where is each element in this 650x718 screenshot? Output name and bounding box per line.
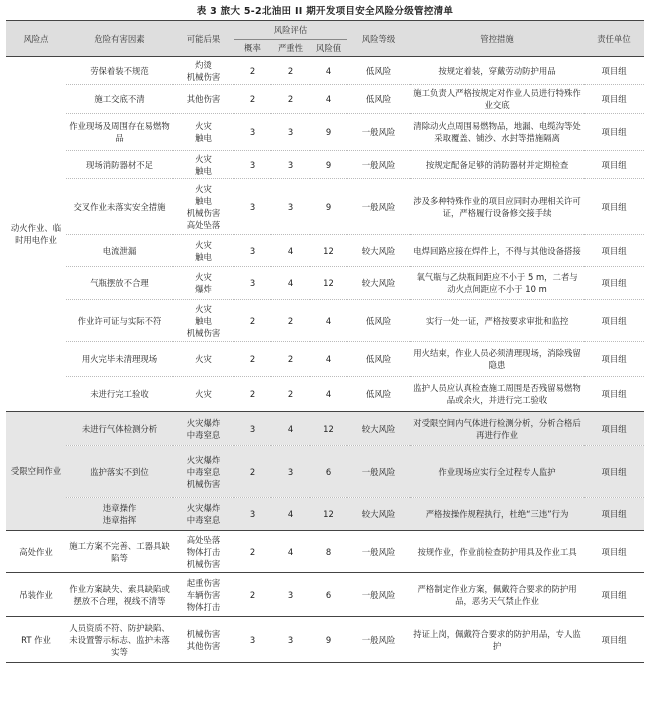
consequence-cell: 高处坠落 物体打击 机械伤害 xyxy=(173,531,234,573)
severity-cell: 4 xyxy=(271,498,310,531)
unit-cell: 项目组 xyxy=(584,267,644,300)
consequence-cell: 机械伤害 其他伤害 xyxy=(173,617,234,663)
consequence-cell: 其他伤害 xyxy=(173,85,234,114)
table-row xyxy=(6,179,644,235)
table-row xyxy=(6,446,644,498)
control-measure-cell: 作业现场应实行全过程专人监护 xyxy=(410,446,584,498)
header-control: 管控措施 xyxy=(410,21,584,57)
control-measure-cell: 用火结束，作业人员必须清理现场，消除残留隐患 xyxy=(410,342,584,377)
unit-cell: 项目组 xyxy=(584,412,644,446)
hazard-cell: 劳保着装不规范 xyxy=(66,57,173,85)
severity-cell: 4 xyxy=(271,267,310,300)
probability-cell: 3 xyxy=(234,235,271,267)
unit-cell: 项目组 xyxy=(584,85,644,114)
consequence-cell: 灼烫 机械伤害 xyxy=(173,57,234,85)
header-risk-level: 风险等级 xyxy=(347,21,410,57)
consequence-cell: 火灾爆炸 中毒窒息 xyxy=(173,498,234,531)
unit-cell: 项目组 xyxy=(584,498,644,531)
probability-cell: 3 xyxy=(234,498,271,531)
risk-value-cell: 4 xyxy=(310,342,347,377)
hazard-cell: 施工交底不清 xyxy=(66,85,173,114)
risk-level-cell: 一般风险 xyxy=(347,114,410,151)
header-severity: 严重性 xyxy=(271,40,310,57)
control-measure-cell: 按规作业，作业前检查防护用具及作业工具 xyxy=(410,531,584,573)
hazard-cell: 作业许可证与实际不符 xyxy=(66,300,173,342)
risk-level-cell: 一般风险 xyxy=(347,617,410,663)
control-measure-cell: 监护人员应认真检查施工周围是否残留易燃物品或余火，并进行完工验收 xyxy=(410,377,584,412)
unit-cell: 项目组 xyxy=(584,300,644,342)
risk-level-cell: 低风险 xyxy=(347,377,410,412)
table-row xyxy=(6,573,644,617)
table-row xyxy=(6,531,644,573)
header-risk-point: 风险点 xyxy=(6,21,66,57)
severity-cell: 2 xyxy=(271,342,310,377)
header-hazard: 危险有害因素 xyxy=(66,21,173,57)
risk-level-cell: 较大风险 xyxy=(347,412,410,446)
consequence-cell: 火灾 xyxy=(173,342,234,377)
unit-cell: 项目组 xyxy=(584,57,644,85)
risk-value-cell: 12 xyxy=(310,267,347,300)
consequence-cell: 火灾爆炸 中毒窒息 xyxy=(173,412,234,446)
risk-point-cell: 受限空间作业 xyxy=(6,412,66,531)
severity-cell: 2 xyxy=(271,57,310,85)
unit-cell: 项目组 xyxy=(584,531,644,573)
hazard-cell: 交叉作业未落实安全措施 xyxy=(66,179,173,235)
unit-cell: 项目组 xyxy=(584,179,644,235)
severity-cell: 4 xyxy=(271,531,310,573)
unit-cell: 项目组 xyxy=(584,617,644,663)
probability-cell: 2 xyxy=(234,446,271,498)
table-header xyxy=(6,21,644,57)
header-probability: 概率 xyxy=(234,40,271,57)
control-measure-cell: 按规定配备足够的消防器材并定期检查 xyxy=(410,151,584,179)
severity-cell: 3 xyxy=(271,617,310,663)
table-row xyxy=(6,498,644,531)
risk-value-cell: 12 xyxy=(310,412,347,446)
severity-cell: 3 xyxy=(271,179,310,235)
hazard-cell: 用火完毕未清理现场 xyxy=(66,342,173,377)
control-measure-cell: 对受限空间内气体进行检测分析，分析合格后再进行作业 xyxy=(410,412,584,446)
probability-cell: 3 xyxy=(234,267,271,300)
risk-level-cell: 低风险 xyxy=(347,300,410,342)
consequence-cell: 火灾 触电 xyxy=(173,235,234,267)
consequence-cell: 火灾 触电 机械伤害 xyxy=(173,300,234,342)
unit-cell: 项目组 xyxy=(584,235,644,267)
header-unit: 责任单位 xyxy=(584,21,644,57)
severity-cell: 3 xyxy=(271,446,310,498)
table-title: 表 3 旅大 5-2北油田 II 期开发项目安全风险分级管控清单 xyxy=(196,6,454,17)
probability-cell: 3 xyxy=(234,617,271,663)
risk-value-cell: 4 xyxy=(310,85,347,114)
risk-control-table xyxy=(6,20,644,663)
risk-level-cell: 一般风险 xyxy=(347,531,410,573)
risk-value-cell: 6 xyxy=(310,446,347,498)
risk-value-cell: 9 xyxy=(310,617,347,663)
table-row xyxy=(6,114,644,151)
control-measure-cell: 按规定着装，穿戴劳动防护用品 xyxy=(410,57,584,85)
risk-level-cell: 较大风险 xyxy=(347,498,410,531)
severity-cell: 3 xyxy=(271,573,310,617)
unit-cell: 项目组 xyxy=(584,573,644,617)
consequence-cell: 火灾 xyxy=(173,377,234,412)
probability-cell: 3 xyxy=(234,179,271,235)
table-row xyxy=(6,617,644,663)
severity-cell: 2 xyxy=(271,300,310,342)
control-measure-cell: 施工负责人严格按规定对作业人员进行特殊作业交底 xyxy=(410,85,584,114)
risk-value-cell: 12 xyxy=(310,498,347,531)
control-measure-cell: 涉及多种特殊作业的项目应同时办理相关许可证，严格履行设备修交接手续 xyxy=(410,179,584,235)
unit-cell: 项目组 xyxy=(584,377,644,412)
risk-level-cell: 一般风险 xyxy=(347,573,410,617)
risk-value-cell: 9 xyxy=(310,151,347,179)
hazard-cell: 气瓶摆放不合理 xyxy=(66,267,173,300)
table-row xyxy=(6,412,644,446)
probability-cell: 2 xyxy=(234,531,271,573)
unit-cell: 项目组 xyxy=(584,114,644,151)
hazard-cell: 作业方案缺失、索具缺陷或摆放不合理，视线不清等 xyxy=(66,573,173,617)
hazard-cell: 作业现场及周围存在易燃物品 xyxy=(66,114,173,151)
risk-value-cell: 8 xyxy=(310,531,347,573)
hazard-cell: 人员资质不符、防护缺陷、未设置警示标志、监护未落实等 xyxy=(66,617,173,663)
table-row xyxy=(6,342,644,377)
header-risk-value: 风险值 xyxy=(310,40,347,57)
hazard-cell: 现场消防器材不足 xyxy=(66,151,173,179)
risk-level-cell: 一般风险 xyxy=(347,151,410,179)
table-row xyxy=(6,267,644,300)
header-risk-assessment: 风险评估 xyxy=(234,21,347,40)
hazard-cell: 违章操作 违章指挥 xyxy=(66,498,173,531)
probability-cell: 3 xyxy=(234,114,271,151)
table-row xyxy=(6,377,644,412)
unit-cell: 项目组 xyxy=(584,151,644,179)
risk-level-cell: 较大风险 xyxy=(347,267,410,300)
table-row xyxy=(6,151,644,179)
risk-value-cell: 12 xyxy=(310,235,347,267)
hazard-cell: 监护落实不到位 xyxy=(66,446,173,498)
hazard-cell: 未进行气体检测分析 xyxy=(66,412,173,446)
probability-cell: 2 xyxy=(234,57,271,85)
control-measure-cell: 实行一处一证，严格按要求审批和监控 xyxy=(410,300,584,342)
risk-point-cell: 吊装作业 xyxy=(6,573,66,617)
severity-cell: 3 xyxy=(271,151,310,179)
header-consequence: 可能后果 xyxy=(173,21,234,57)
probability-cell: 3 xyxy=(234,412,271,446)
probability-cell: 3 xyxy=(234,151,271,179)
consequence-cell: 火灾 爆炸 xyxy=(173,267,234,300)
hazard-cell: 未进行完工验收 xyxy=(66,377,173,412)
control-measure-cell: 氧气瓶与乙炔瓶间距应不小于 5 m，二者与动火点间距应不小于 10 m xyxy=(410,267,584,300)
control-measure-cell: 严格制定作业方案，佩戴符合要求的防护用品，恶劣天气禁止作业 xyxy=(410,573,584,617)
unit-cell: 项目组 xyxy=(584,342,644,377)
control-measure-cell: 持证上岗，佩戴符合要求的防护用品，专人监护 xyxy=(410,617,584,663)
severity-cell: 3 xyxy=(271,114,310,151)
risk-value-cell: 9 xyxy=(310,179,347,235)
control-measure-cell: 电焊回路应接在焊件上，不得与其他设备搭接 xyxy=(410,235,584,267)
table-row xyxy=(6,235,644,267)
risk-level-cell: 一般风险 xyxy=(347,179,410,235)
probability-cell: 2 xyxy=(234,342,271,377)
risk-level-cell: 低风险 xyxy=(347,342,410,377)
consequence-cell: 火灾 触电 机械伤害 高处坠落 xyxy=(173,179,234,235)
risk-value-cell: 4 xyxy=(310,377,347,412)
consequence-cell: 起重伤害 车辆伤害 物体打击 xyxy=(173,573,234,617)
severity-cell: 4 xyxy=(271,235,310,267)
table-row xyxy=(6,57,644,85)
probability-cell: 2 xyxy=(234,573,271,617)
risk-value-cell: 4 xyxy=(310,57,347,85)
risk-point-cell: 动火作业、临时用电作业 xyxy=(6,57,66,412)
risk-point-cell: 高处作业 xyxy=(6,531,66,573)
risk-level-cell: 较大风险 xyxy=(347,235,410,267)
risk-value-cell: 9 xyxy=(310,114,347,151)
severity-cell: 4 xyxy=(271,412,310,446)
severity-cell: 2 xyxy=(271,85,310,114)
risk-value-cell: 6 xyxy=(310,573,347,617)
table-row xyxy=(6,300,644,342)
severity-cell: 2 xyxy=(271,377,310,412)
consequence-cell: 火灾 触电 xyxy=(173,114,234,151)
table-body xyxy=(6,57,644,663)
risk-value-cell: 4 xyxy=(310,300,347,342)
risk-level-cell: 低风险 xyxy=(347,85,410,114)
risk-point-cell: RT 作业 xyxy=(6,617,66,663)
control-measure-cell: 严格按操作规程执行，杜绝“三违”行为 xyxy=(410,498,584,531)
probability-cell: 2 xyxy=(234,300,271,342)
unit-cell: 项目组 xyxy=(584,446,644,498)
consequence-cell: 火灾爆炸 中毒窒息 机械伤害 xyxy=(173,446,234,498)
control-measure-cell: 清除动火点周围易燃物品，地漏、电缆沟等处采取覆盖、铺沙、水封等措施隔离 xyxy=(410,114,584,151)
hazard-cell: 电流泄漏 xyxy=(66,235,173,267)
table-row xyxy=(6,85,644,114)
consequence-cell: 火灾 触电 xyxy=(173,151,234,179)
risk-level-cell: 一般风险 xyxy=(347,446,410,498)
probability-cell: 2 xyxy=(234,85,271,114)
risk-level-cell: 低风险 xyxy=(347,57,410,85)
hazard-cell: 施工方案不完善、工器具缺陷等 xyxy=(66,531,173,573)
probability-cell: 2 xyxy=(234,377,271,412)
